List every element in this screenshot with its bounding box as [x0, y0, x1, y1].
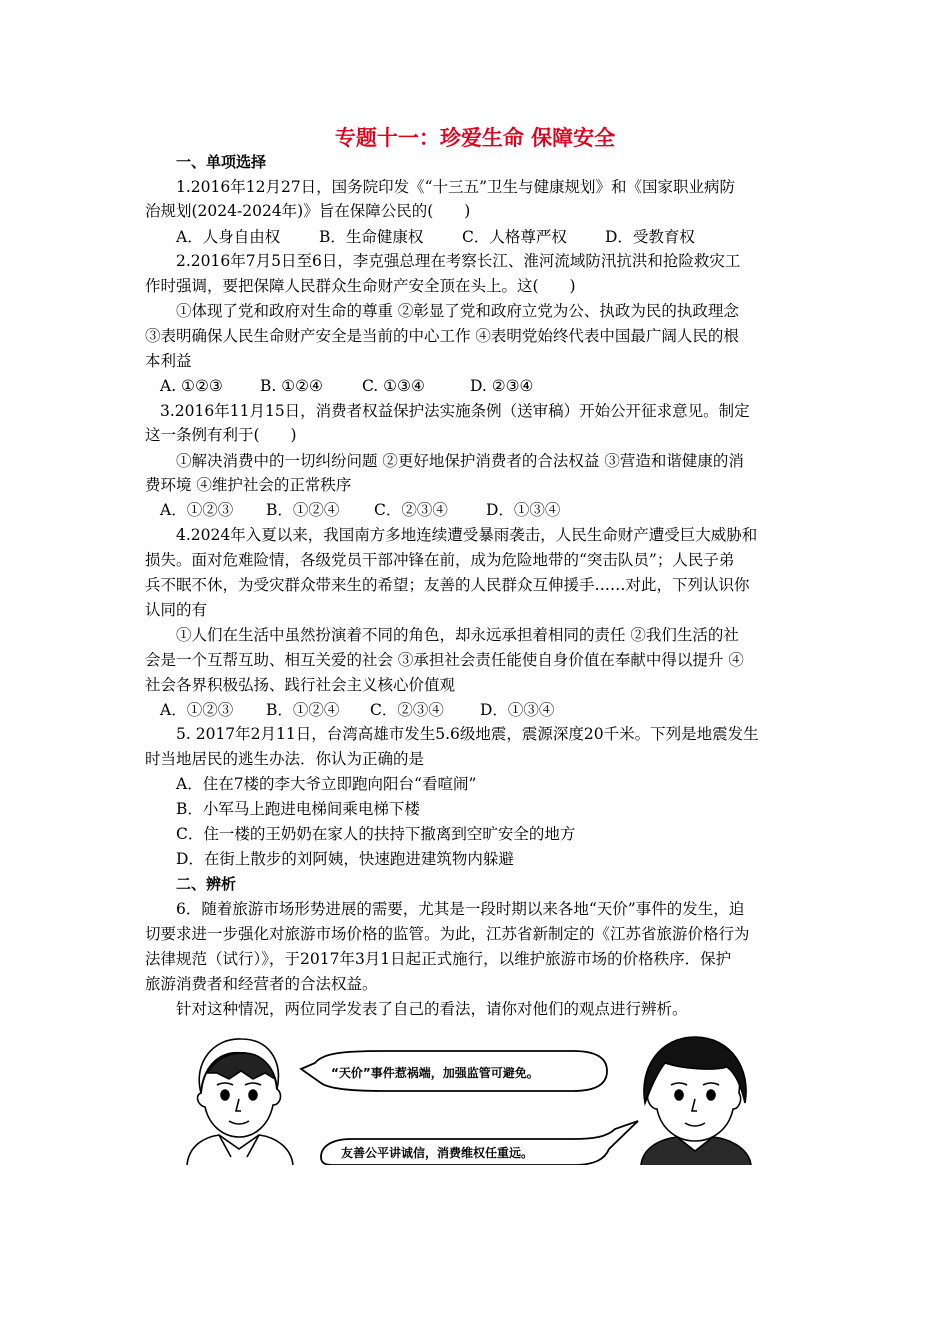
q5-stem-line1: 5. 2017年2月11日，台湾高雄市发生5.6级地震，震源深度20千米。下列是地震发生 [176, 725, 759, 743]
q1-stem-line1: 1.2016年12月27日，国务院印发《“十三五”卫生与健康规划》和《国家职业病防 [176, 178, 736, 196]
q2-option-b: B. ①②④ [260, 377, 323, 395]
q1-option-d: D．受教育权 [605, 228, 695, 246]
q5-option-d: D．在街上散步的刘阿姨，快速跑进建筑物内躲避 [176, 850, 514, 868]
q2-option-d: D. ②③④ [470, 377, 534, 395]
q3-option-c: C．②③④ [374, 501, 448, 519]
q4-stem-line4: 认同的有 [145, 601, 208, 619]
q6-paragraph-line3: 法律规范（试行）》，于2017年3月1日起正式施行，以维护旅游市场的价格秩序．保护 [145, 950, 732, 968]
section-heading-single-choice: 一、单项选择 [176, 153, 267, 171]
bubble-bottom-text: 友善公平讲诚信，消费维权任重远。 [341, 1146, 534, 1160]
q2-option-a: A. ①②③ [160, 377, 223, 395]
q3-stem-line1: 3.2016年11月15日，消费者权益保护法实施条例（送审稿）开始公开征求意见。制定 [160, 402, 750, 420]
q3-option-b: B．①②④ [266, 501, 340, 519]
q5-option-c: C．住一楼的王奶奶在家人的扶持下撤离到空旷安全的地方 [176, 825, 576, 843]
q5-option-a: A．住在7楼的李大爷立即跑向阳台“看喧闹” [176, 775, 477, 793]
page-title: 专题十一：珍爱生命 保障安全 [334, 126, 616, 150]
q3-items-line2: 费环境 ④维护社会的正常秩序 [145, 476, 352, 494]
q4-option-d: D．①③④ [480, 701, 555, 719]
q3-stem-line2: 这一条例有利于( ) [145, 426, 297, 444]
boy-illustration-icon [187, 1039, 293, 1165]
q1-option-b: B．生命健康权 [319, 228, 424, 246]
q5-stem-line2: 时当地居民的逃生办法．你认为正确的是 [145, 750, 425, 768]
q1-option-a: A．人身自由权 [176, 228, 281, 246]
q6-prompt: 针对这种情况，两位同学发表了自己的看法，请你对他们的观点进行辨析。 [176, 1000, 688, 1018]
girl-illustration-icon [641, 1037, 751, 1165]
q1-option-c: C．人格尊严权 [462, 228, 567, 246]
q3-options [160, 498, 828, 522]
q6-paragraph-line1: 6．随着旅游市场形势进展的需要，尤其是一段时期以来各地“天价”事件的发生，迫 [176, 900, 745, 918]
q4-stem-line1: 4.2024年入夏以来，我国南方多地连续遭受暴雨袭击，人民生命财产遭受巨大威胁和 [176, 526, 758, 544]
discussion-cartoon [183, 1033, 785, 1165]
q2-items-line3: 本利益 [145, 352, 192, 370]
q4-options [160, 698, 828, 722]
q4-items-line3: 社会各界积极弘扬、践行社会主义核心价值观 [145, 676, 456, 694]
q4-stem-line3: 兵不眠不休，为受灾群众带来生的希望；友善的人民群众互伸援手……对此，下列认识你 [145, 576, 750, 594]
q4-option-b: B．①②④ [266, 701, 340, 719]
q1-options [176, 225, 844, 249]
q4-option-c: C．②③④ [370, 701, 444, 719]
q6-paragraph-line4: 旅游消费者和经营者的合法权益。 [145, 975, 378, 993]
q3-option-d: D．①③④ [486, 501, 561, 519]
q4-stem-line2: 损失。面对危难险情，各级党员干部冲锋在前，成为危险地带的“突击队员”；人民子弟 [145, 551, 735, 569]
q3-option-a: A．①②③ [160, 501, 234, 519]
q2-items-line1: ①体现了党和政府对生命的尊重 ②彰显了党和政府立党为公、执政为民的执政理念 [176, 302, 739, 320]
q6-paragraph-line2: 切要求进一步强化对旅游市场价格的监管。为此，江苏省新制定的《江苏省旅游价格行为 [145, 925, 750, 943]
q1-stem-line2: 治规划(2024-2024年)》旨在保障公民的( ) [145, 202, 471, 220]
q2-option-c: C. ①③④ [362, 377, 425, 395]
q2-items-line2: ③表明确保人民生命财产安全是当前的中心工作 ④表明党始终代表中国最广阔人民的根 [145, 327, 739, 345]
q4-option-a: A．①②③ [160, 701, 234, 719]
q2-stem-line1: 2.2016年7月5日至6日，李克强总理在考察长江、淮河流域防汛抗洪和抢险救灾工 [176, 252, 741, 270]
q3-items-line1: ①解决消费中的一切纠纷问题 ②更好地保护消费者的合法权益 ③营造和谐健康的消 [176, 452, 744, 470]
section-heading-analysis: 二、辨析 [176, 875, 237, 893]
bubble-top-text: “天价”事件惹祸端，加强监管可避免。 [331, 1066, 539, 1080]
q2-stem-line2: 作时强调，要把保障人民群众生命财产安全顶在头上。这( ) [145, 277, 576, 295]
q4-items-line2: 会是一个互帮互助、相互关爱的社会 ③承担社会责任能使自身价值在奉献中得以提升 ④ [145, 651, 744, 669]
q5-option-b: B．小军马上跑进电梯间乘电梯下楼 [176, 800, 420, 818]
q4-items-line1: ①人们在生活中虽然扮演着不同的角色，却永远承担着相同的责任 ②我们生活的社 [176, 626, 739, 644]
q2-options [160, 374, 828, 398]
